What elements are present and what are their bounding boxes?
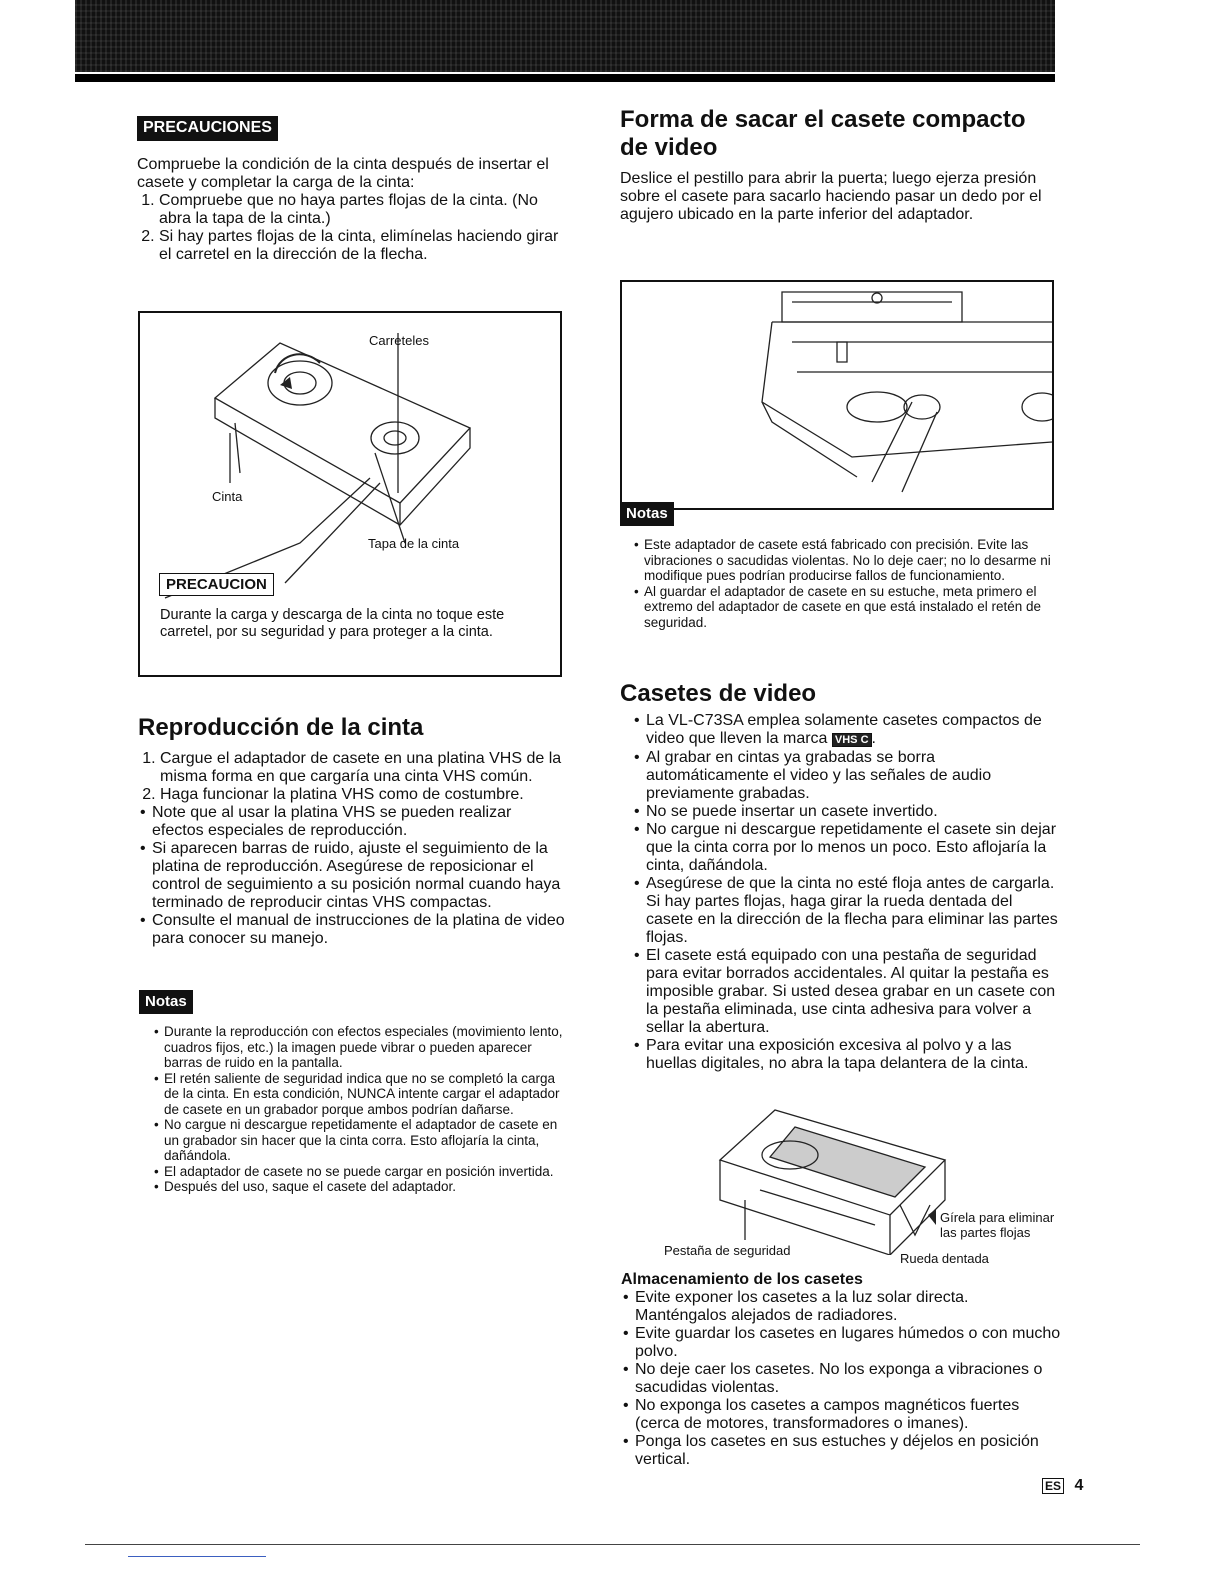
- casetes-bullets: [632, 712, 1058, 1073]
- forma-text: Deslice el pestillo para abrir la puerta; luego ejerza presión sobre el casete para sacarlo haciendo pasar un dedo por el agujero ubicado en la parte inferior del adaptador.: [620, 170, 1042, 223]
- casetes-bullet: • No cargue ni descargue repetidamente el casete sin dejar que la cinta corra por lo menos un poco. Esto aflojaría la cinta, dañándola.: [646, 821, 1058, 875]
- notas-right-items: [630, 537, 1060, 630]
- label-girela: [940, 1210, 1054, 1240]
- casetes-bullet: • Asegúrese de que la cinta no esté floja antes de cargarla. Si hay partes flojas, haga girar la rueda dentada del casete en la dirección de la flecha para eliminar las partes flojas.: [646, 875, 1058, 947]
- almacenamiento-title: Almacenamiento de los casetes: [621, 1271, 863, 1288]
- notas-tag: Notas: [620, 502, 674, 526]
- page-number-value: 4: [1074, 1477, 1084, 1494]
- notas-left-items: [150, 1024, 570, 1195]
- notas-left-list: [150, 1024, 570, 1195]
- notas-right-list: [630, 537, 1060, 630]
- casetes-bullet: • Para evitar una exposición excesiva al polvo y a las huellas digitales, no abra la tapa delantera de la cinta.: [646, 1037, 1058, 1073]
- nota-item: • Durante la reproducción con efectos especiales (movimiento lento, cuadros fijos, etc.) la imagen puede vibrar o pueden aparecer barras de ruido en la pantalla.: [164, 1024, 570, 1071]
- reproduccion-bullet: • Note que al usar la platina VHS se pueden realizar efectos especiales de reproducción.: [152, 804, 566, 840]
- precauciones-step: 1. Compruebe que no haya partes flojas de la cinta. (No abra la tapa de la cinta.): [159, 192, 565, 228]
- casetes-bullet: • No se puede insertar un casete invertido.: [646, 803, 1058, 821]
- label-girela-line1: Gírela para eliminar: [940, 1210, 1055, 1225]
- forma-title: Forma de sacar el casete compacto de video: [620, 106, 1026, 161]
- almacenamiento-list: [621, 1289, 1061, 1469]
- reproduccion-bullet: • Si aparecen barras de ruido, ajuste el seguimiento de la platina de reproducción. Asegúrese de reposicionar el control de seguimiento a su posición normal cuando haya terminado de reproducir cintas VHS compactas.: [152, 840, 566, 912]
- nota-item: • El retén saliente de seguridad indica que no se completó la carga de la cinta. En esta condición, NUNCA intente cargar el adaptador de casete en un grabador porque ambos podrían dañarse.: [164, 1071, 570, 1118]
- language-badge: ES: [1042, 1478, 1064, 1494]
- label-cinta: Cinta: [212, 489, 243, 504]
- footer-accent: [128, 1556, 266, 1557]
- reproduccion-title: Reproducción de la cinta: [138, 714, 424, 741]
- nota-item: • Este adaptador de casete está fabricado con precisión. Evite las vibraciones o sacudidas violentas. No lo deje caer; no lo desarme ni modifique pues podrían producirse fallos de funcionamiento.: [644, 537, 1060, 584]
- precauciones-body: [137, 156, 565, 264]
- label-girela-line2: las partes flojas: [940, 1225, 1031, 1240]
- label-rueda: Rueda dentada: [900, 1251, 989, 1266]
- vhs-c-mark: VHS C: [832, 733, 872, 747]
- label-pestana: Pestaña de seguridad: [664, 1243, 791, 1258]
- figure-adaptador-box: [620, 280, 1054, 510]
- precauciones-tag: PRECAUCIONES: [137, 116, 278, 141]
- casetes-bullet1-text: La VL-C73SA emplea solamente casetes compactos de video que lleven la marca: [646, 712, 1042, 747]
- reproduccion-bullet: • Consulte el manual de instrucciones de la platina de video para conocer su manejo.: [152, 912, 566, 948]
- precauciones-section: [137, 116, 278, 141]
- precaucion-label: PRECAUCION: [159, 573, 274, 596]
- label-tapa-de-la-cinta: Tapa de la cinta: [368, 536, 460, 551]
- casetes-bullet1-end: .: [871, 730, 876, 747]
- footer-rule: [85, 1544, 1140, 1545]
- nota-item: • No cargue ni descargue repetidamente el adaptador de casete en un grabador sin hacer que la cinta corra. Esto aflojaría la cinta, dañándola.: [164, 1117, 570, 1164]
- almacenamiento-section: [621, 1271, 1061, 1469]
- page-number: [1042, 1477, 1083, 1495]
- nota-item: • El adaptador de casete no se puede cargar en posición invertida.: [164, 1164, 570, 1180]
- almacenamiento-item: • No deje caer los casetes. No los exponga a vibraciones o sacudidas violentas.: [635, 1361, 1061, 1397]
- casetes-bullet: [646, 712, 1058, 749]
- header-bar: [75, 0, 1055, 72]
- precauciones-step: 2. Si hay partes flojas de la cinta, elimínelas haciendo girar el carretel en la dirección de la flecha.: [159, 228, 565, 264]
- notas-left-tag-wrap: [139, 990, 193, 1014]
- almacenamiento-item: • Evite exponer los casetes a la luz solar directa. Manténgalos alejados de radiadores.: [635, 1289, 1061, 1325]
- casetes-bullet: • Al grabar en cintas ya grabadas se borra automáticamente el video y las señales de audio previamente grabadas.: [646, 749, 1058, 803]
- compact-cassette-illustration: [700, 1105, 980, 1255]
- reproduccion-step: 2. Haga funcionar la platina VHS como de costumbre.: [160, 786, 566, 804]
- precauciones-intro: Compruebe la condición de la cinta después de insertar el casete y completar la carga de la cinta:: [137, 156, 549, 191]
- nota-item: • Al guardar el adaptador de casete en su estuche, meta primero el extremo del adaptador de casete en que está instalado el retén de seguridad.: [644, 584, 1060, 631]
- precaucion-text: Durante la carga y descarga de la cinta no toque este carretel, por su seguridad y para proteger a la cinta.: [160, 607, 505, 640]
- casetes-body: [632, 712, 1058, 1073]
- header-rule: [75, 74, 1055, 82]
- reproduccion-steps: [138, 750, 566, 804]
- reproduccion-bullets: [138, 804, 566, 948]
- almacenamiento-item: • Evite guardar los casetes en lugares húmedos o con mucho polvo.: [635, 1325, 1061, 1361]
- nota-item: • Después del uso, saque el casete del adaptador.: [164, 1179, 570, 1195]
- adapter-removal-illustration: [622, 282, 1052, 508]
- notas-tag: Notas: [139, 990, 193, 1014]
- casetes-bullet: • El casete está equipado con una pestaña de seguridad para evitar borrados accidentales. Al quitar la pestaña es imposible grabar. Si usted desea grabar en un casete con la pestaña eliminada, use cinta adhesiva para volver a sellar la abertura.: [646, 947, 1058, 1037]
- notas-right-tag-wrap: [620, 502, 674, 526]
- label-carreteles: Carreteles: [369, 333, 429, 348]
- reproduccion-body: [138, 750, 566, 948]
- precauciones-steps: [137, 192, 565, 264]
- casetes-title: Casetes de video: [620, 680, 817, 707]
- almacenamiento-item: • No exponga los casetes a campos magnéticos fuertes (cerca de motores, transformadores o imanes).: [635, 1397, 1061, 1433]
- almacenamiento-item: • Ponga los casetes en sus estuches y déjelos en posición vertical.: [635, 1433, 1061, 1469]
- figure-precaucion-box: [138, 311, 562, 677]
- reproduccion-step: 1. Cargue el adaptador de casete en una platina VHS de la misma forma en que cargaría una cinta VHS común.: [160, 750, 566, 786]
